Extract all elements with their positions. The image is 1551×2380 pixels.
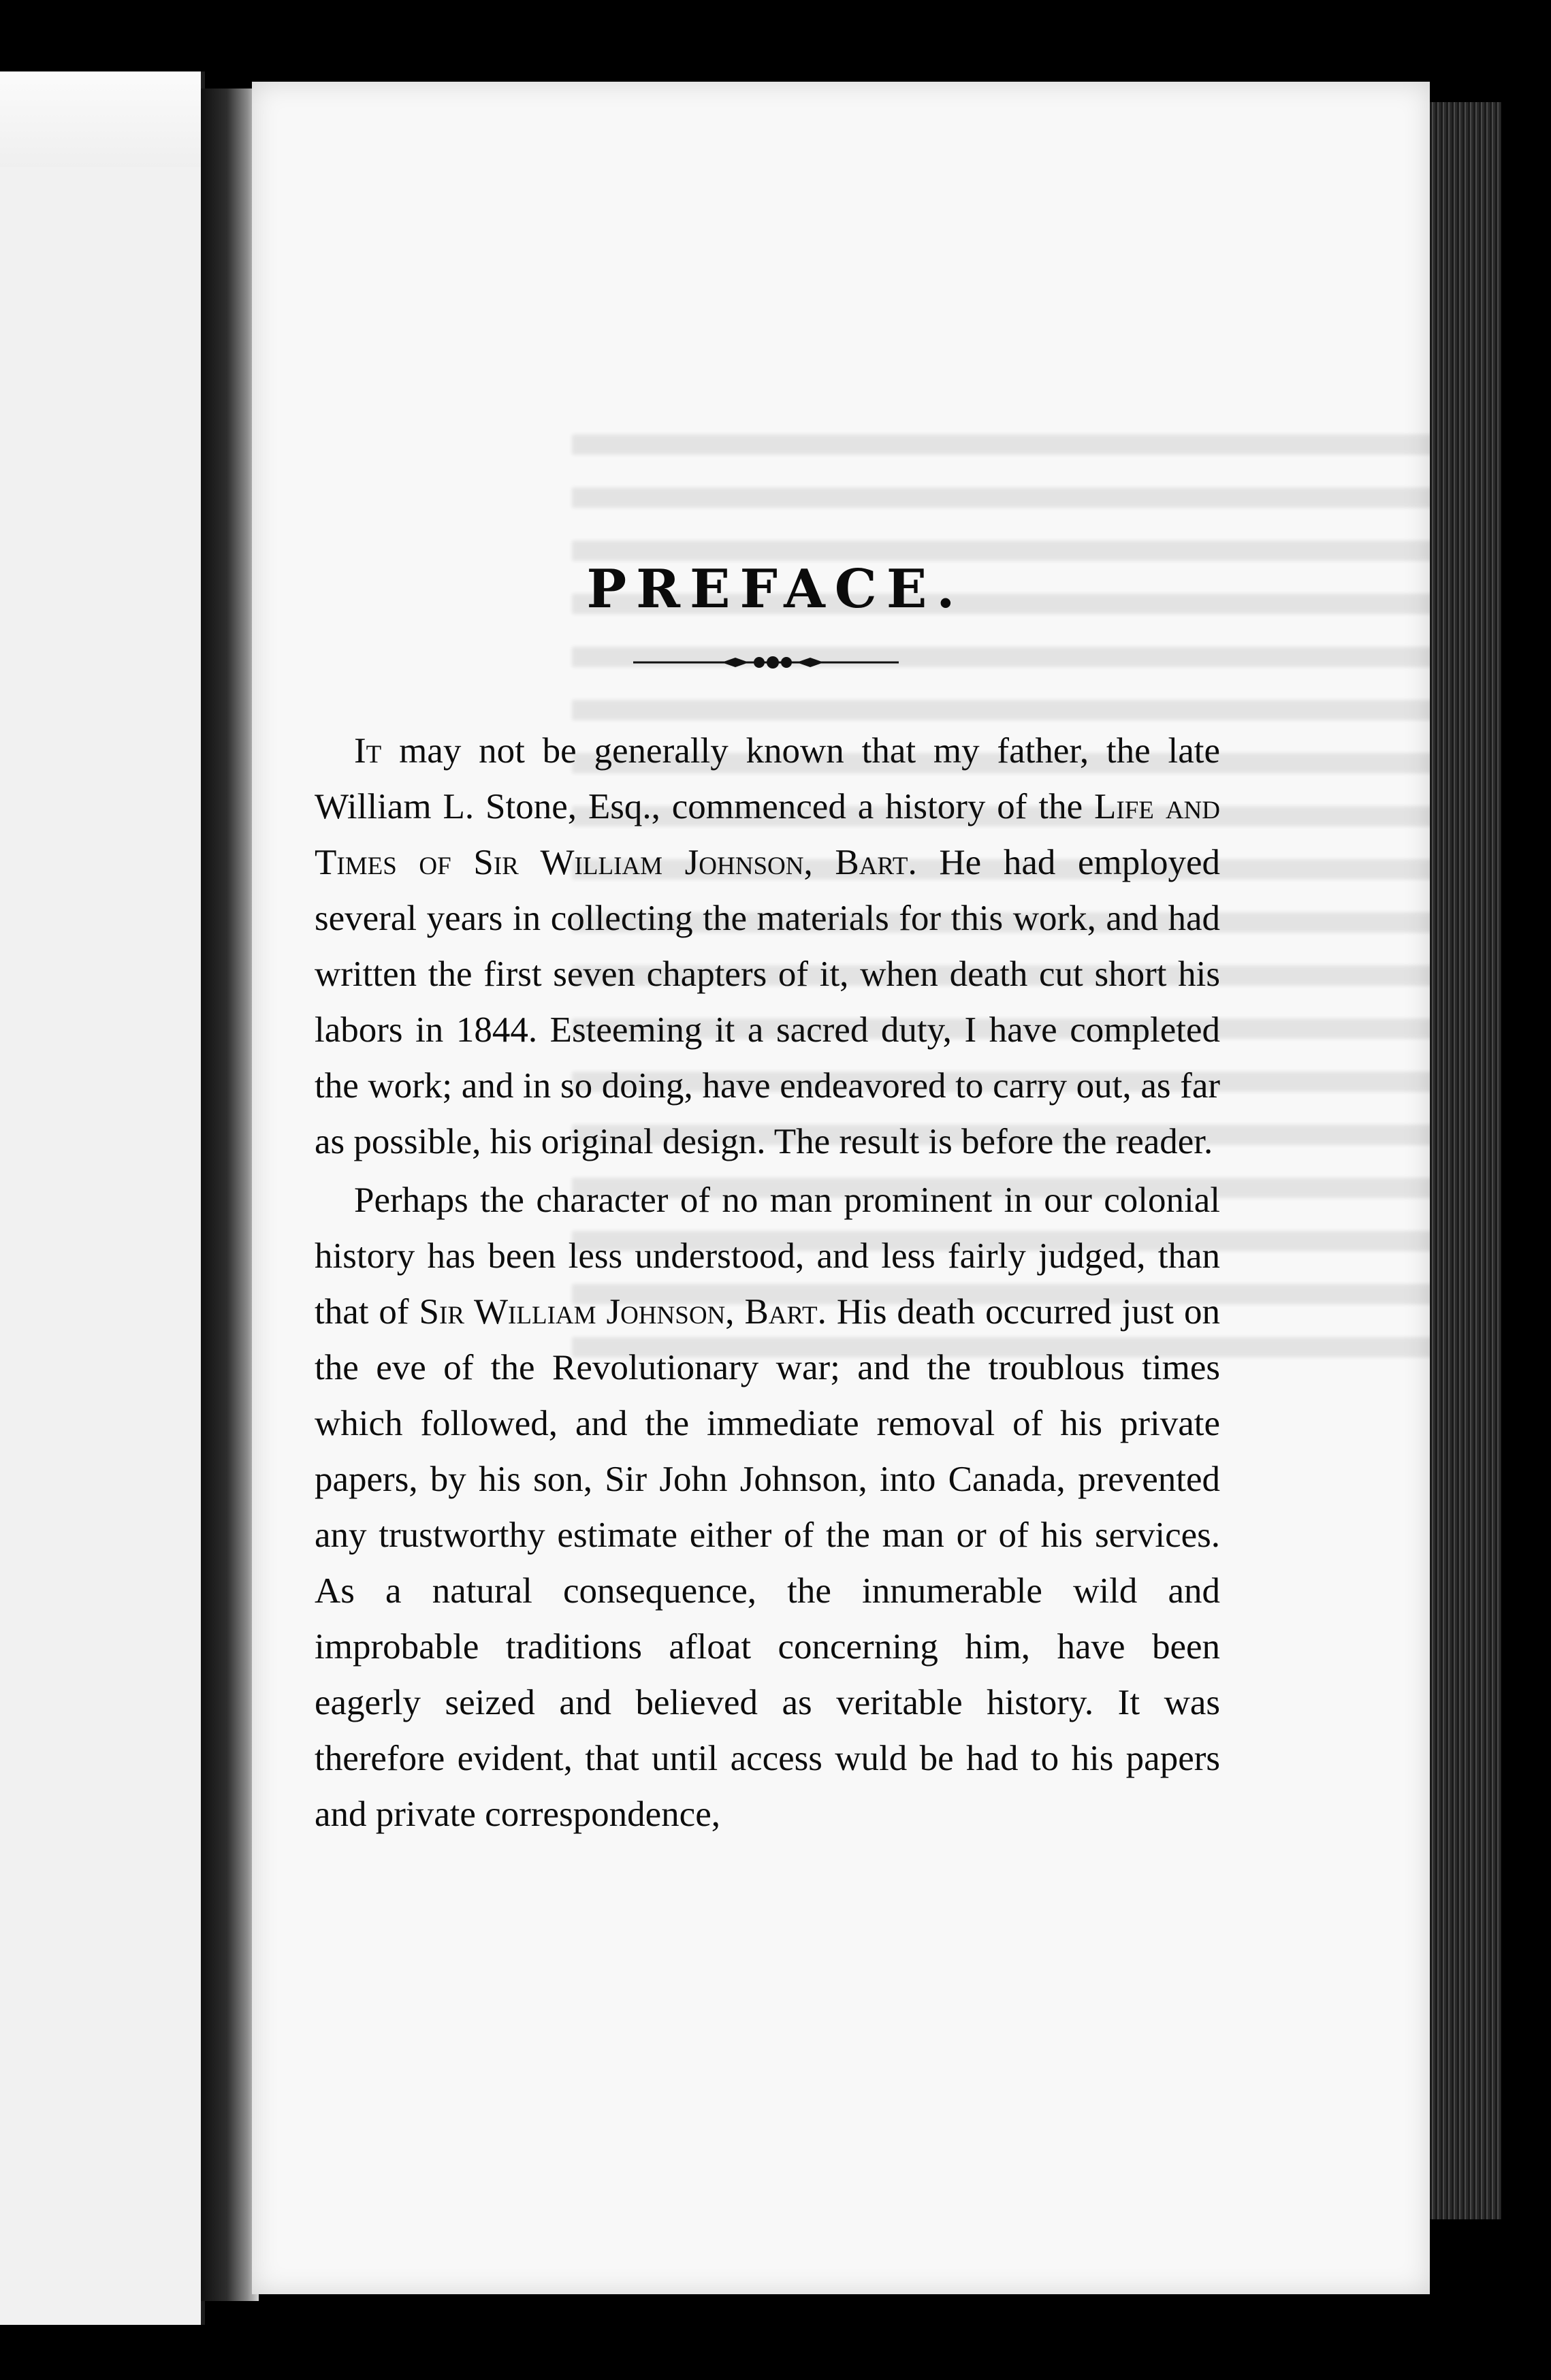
- left-page-fragment: [0, 71, 205, 2325]
- book-gutter: [201, 89, 259, 2301]
- book-title-small-caps: Life and Times of Sir William Johnson, Bart.: [315, 787, 1220, 882]
- paragraph-2-text-a: Perhaps the character of no man prominent in our colonial history has been less understood, and less fairly judged, than that of: [315, 1180, 1220, 1332]
- paragraph-2: [315, 1172, 1220, 1842]
- paragraph-1-text-b: He had employed several years in collecting the materials for this work, and had written the first seven chapters of it, when death cut short his labors in 1844. Esteeming it a sacred duty, I have completed the work; and in so doing, have endeavored to carry out, as far as possible, his original design. The result is before the reader.: [315, 843, 1220, 1161]
- paragraph-1: [315, 723, 1220, 1170]
- page-stack-edge: [1430, 102, 1501, 2219]
- ornament-dot-a: [754, 657, 765, 668]
- left-page-torn-edge: [0, 71, 201, 167]
- subject-name-small-caps: Sir William Johnson, Bart.: [419, 1292, 827, 1332]
- title-rule-ornament: [633, 652, 899, 673]
- body-text: [315, 723, 1220, 1845]
- ornament-dot-c: [781, 657, 792, 668]
- paragraph-2-text-b: His death occurred just on the eve of the Revolutionary war; and the troublous times which followed, and the immediate removal of his private papers, by his son, Sir John Johnson, into Canada, prevented any trustworthy estimate either of the man or of his services. As a natural consequence, the innumerable wild and improbable traditions afloat concerning him, have been eagerly seized and believed as veritable history. It was therefore evident, that until access wuld be had to his papers and private correspondence,: [315, 1292, 1220, 1834]
- ornament-diamond-right: [797, 658, 824, 667]
- ornament-dot-b: [767, 656, 779, 669]
- ornament-diamond-left: [722, 658, 749, 667]
- page-title: PREFACE.: [586, 558, 965, 620]
- paragraph-1-text-a: may not be generally known that my father, the late William L. Stone, Esq., commenced a history of the: [315, 731, 1220, 826]
- opening-small-caps: It: [354, 731, 382, 771]
